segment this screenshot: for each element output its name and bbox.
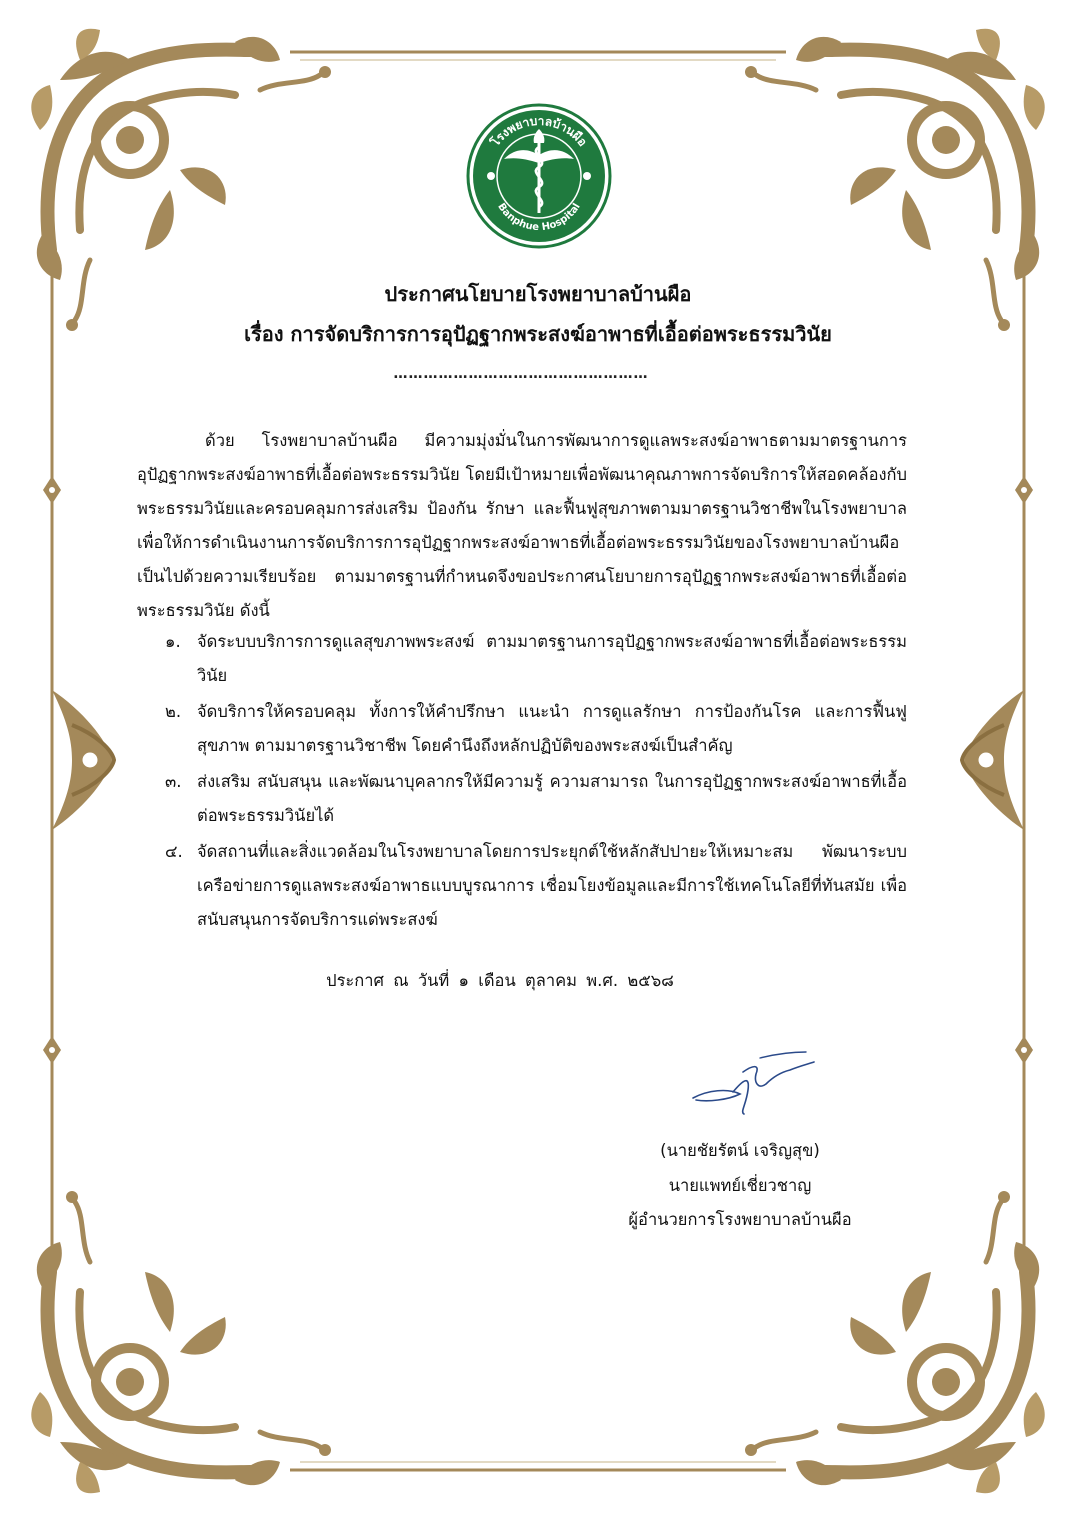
subject-line: เรื่อง การจัดบริการการอุปัฏฐากพระสงฆ์อาพาธที่เอื้อต่อพระธรรมวินัย [244,322,832,346]
list-item-number: ๑. [165,632,181,651]
list-item-text: จัดสถานที่และสิ่งแวดล้อมในโรงพยาบาลโดยการประยุกต์ใช้หลักสัปปายะให้เหมาะสม พัฒนาระบบเครือข่ายการดูแลพระสงฆ์อาพาธแบบบูรณาการ เชื่อมโยงข้อมูลและมีการใช้เทคโนโลยีที่ทันสมัย เพื่อสนับสนุนการจัดบริการแด่พระสงฆ์ [197,842,907,929]
signer-position: ผู้อำนวยการโรงพยาบาลบ้านผือ [628,1210,852,1229]
list-item-number: ๓. [165,772,182,791]
list-item-text: จัดบริการให้ครอบคลุม ทั้งการให้คำปรึกษา แนะนำ การดูแลรักษา การป้องกันโรค และการฟื้นฟูสุขภาพ ตามมาตรฐานวิชาชีพ โดยคำนึงถึงหลักปฏิบัติของพระสงฆ์เป็นสำคัญ [197,702,907,755]
intro-paragraph: ด้วย โรงพยาบาลบ้านผือ มีความมุ่งมั่นในการพัฒนาการดูแลพระสงฆ์อาพาธตามมาตรฐานการอุปัฏฐากพระสงฆ์อาพาธที่เอื้อต่อพระธรรมวินัย โดยมีเป้าหมายเพื่อพัฒนาคุณภาพการจัดบริการให้สอดคล้องกับพระธรรมวินัยและครอบคลุมการส่งเสริม ป้องกัน รักษา และฟื้นฟูสุขภาพตามมาตรฐานวิชาชีพในโรงพยาบาลเพื่อให้การดำเนินงานการจัดบริการการอุปัฏฐากพระสงฆ์อาพาธที่เอื้อต่อพระธรรมวินัยของโรงพยาบาลบ้านผือเป็นไปด้วยความเรียบร้อย ตามมาตรฐานที่กำหนดจึงขอประกาศนโยบายการอุปัฏฐากพระสงฆ์อาพาธที่เอื้อต่อพระธรรมวินัย ดังนี้ [137,431,907,620]
list-item-text: ส่งเสริม สนับสนุน และพัฒนาบุคลากรให้มีความรู้ ความสามารถ ในการอุปัฏฐากพระสงฆ์อาพาธที่เอื้อต่อพระธรรมวินัยได้ [197,772,907,825]
list-item-text: จัดระบบบริการการดูแลสุขภาพพระสงฆ์ ตามมาตรฐานการอุปัฏฐากพระสงฆ์อาพาธที่เอื้อต่อพระธรรมวินัย [197,632,907,685]
signer-name: (นายชัยรัตน์ เจริญสุข) [660,1141,820,1160]
page-title: ประกาศนโยบายโรงพยาบาลบ้านผือ [384,282,692,306]
list-item [137,765,907,833]
list-item-number: ๒. [165,702,182,721]
list-item [137,695,907,763]
policy-list [137,625,907,939]
signer-rank: นายแพทย์เชี่ยวชาญ [668,1176,812,1195]
list-item [137,835,907,937]
svg-text:โรงพยาบาลบ้านผือ: โรงพยาบาลบ้านผือ [488,113,590,150]
announcement-date: ประกาศ ณ วันที่ ๑ เดือน ตุลาคม พ.ศ. ๒๕๖๘ [326,971,674,990]
list-item-number: ๔. [165,842,183,861]
separator-dots: …………………………………………… [393,366,649,382]
signature [688,1050,818,1120]
hospital-logo [466,103,612,249]
svg-text:Banphue Hospital: Banphue Hospital [495,201,583,234]
list-item [137,625,907,693]
